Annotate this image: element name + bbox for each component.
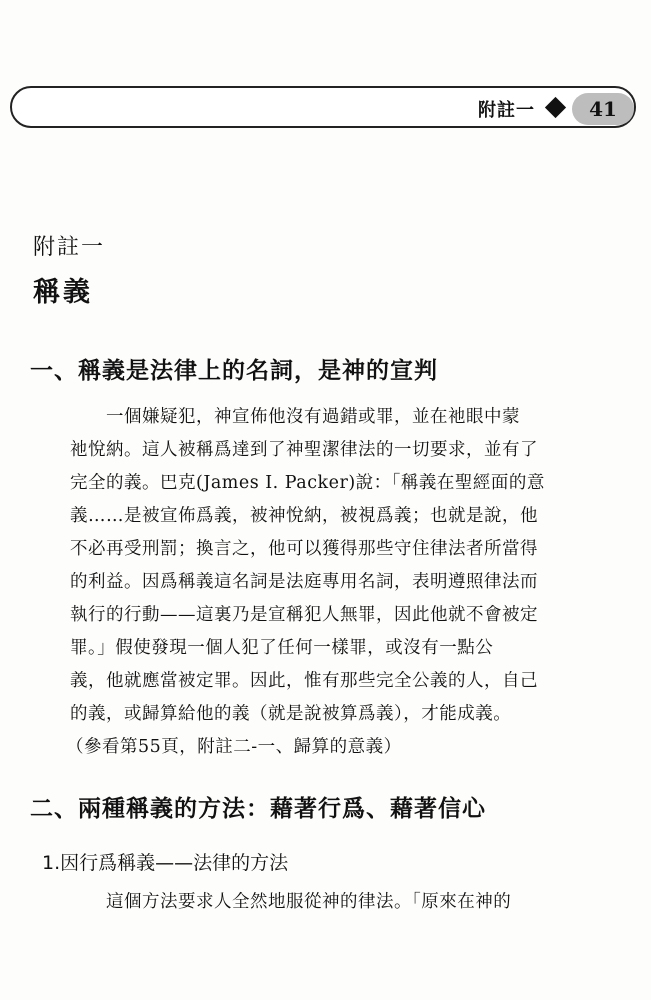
appendix-label: 附註一 <box>33 235 106 260</box>
sub-heading: 1.因行爲稱義——法律的方法 <box>42 852 289 874</box>
paragraph-line: 義，他就應當被定罪。因此，惟有那些完全公義的人，自己 <box>70 671 538 691</box>
paragraph-line: 的利益。因爲稱義這名詞是法庭專用名詞，表明遵照律法而 <box>70 572 538 592</box>
page-number: 41 <box>589 97 617 121</box>
paragraph-line: 罪。」假使發現一個人犯了任何一樣罪，或沒有一點公 <box>70 638 494 658</box>
appendix-title: 稱義 <box>33 277 93 308</box>
reference-note: （參看第55頁，附註二-一、歸算的意義） <box>66 737 402 757</box>
paragraph-line: 義……是被宣佈爲義，被神悅納，被視爲義；也就是說，他 <box>70 506 538 526</box>
paragraph-line: 不必再受刑罰；換言之，他可以獲得那些守住律法者所當得 <box>70 539 538 559</box>
paragraph-line: 祂悅納。這人被稱爲達到了神聖潔律法的一切要求，並有了 <box>70 440 538 460</box>
running-header-banner <box>10 86 636 128</box>
section-heading-1: 一、稱義是法律上的名詞，是神的宣判 <box>30 358 438 384</box>
paragraph-line: 完全的義。巴克(James I. Packer)說：「稱義在聖經面的意 <box>70 473 545 493</box>
paragraph-line: 的義，或歸算給他的義（就是說被算爲義），才能成義。 <box>70 704 512 724</box>
paragraph-line: 這個方法要求人全然地服從神的律法。「原來在神的 <box>70 892 512 912</box>
paragraph-line: 執行的行動——這裏乃是宣稱犯人無罪，因此他就不會被定 <box>70 605 538 625</box>
section-heading-2: 二、兩種稱義的方法：藉著行爲、藉著信心 <box>30 796 486 822</box>
running-header-title: 附註一 <box>478 100 535 121</box>
paragraph-line: 一個嫌疑犯，神宣佈他沒有過錯或罪，並在祂眼中蒙 <box>70 407 520 427</box>
